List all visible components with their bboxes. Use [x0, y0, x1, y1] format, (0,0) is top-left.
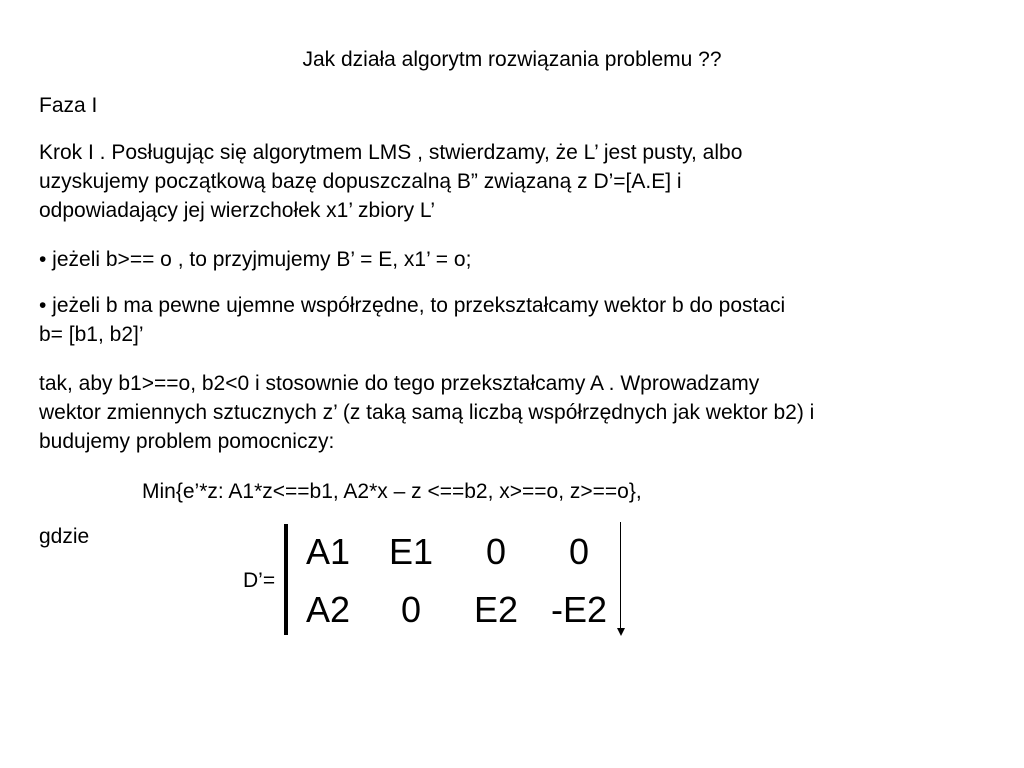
- bullet-item: • jeżeli b>== o , to przyjmujemy B’ = E, x1’ = o;: [39, 248, 472, 271]
- matrix-right-bracket: [620, 522, 621, 630]
- condition-line: wektor zmiennych sztucznych z’ (z taką samą liczbą współrzędnych jak wektor b2) i: [39, 401, 815, 424]
- phase-heading: Faza I: [39, 94, 98, 117]
- matrix-label: D’=: [243, 569, 276, 592]
- step-paragraph: [39, 138, 999, 225]
- matrix-cell: 0: [400, 589, 422, 630]
- matrix-cell: E2: [473, 589, 519, 630]
- step-line: uzyskujemy początkową bazę dopuszczalną B” związaną z D’=[A.E] i: [39, 170, 682, 193]
- matrix-left-bracket: [284, 524, 288, 635]
- condition-paragraph: [39, 369, 999, 456]
- condition-line: budujemy problem pomocniczy:: [39, 430, 335, 453]
- step-line: Krok I . Posługując się algorytmem LMS , stwierdzamy, że L’ jest pusty, albo: [39, 141, 743, 164]
- min-formula: Min{e’*z: A1*z<==b1, A2*x – z <==b2, x>==o, z>==o},: [142, 480, 642, 503]
- matrix-cell: -E2: [550, 589, 608, 630]
- matrix-cell: 0: [568, 531, 590, 572]
- matrix-right-bracket-tip: [617, 628, 625, 636]
- matrix-cell: A1: [305, 531, 351, 572]
- bullet-item: [39, 291, 999, 349]
- bullet-line: b= [b1, b2]’: [39, 323, 144, 346]
- matrix-cell: E1: [388, 531, 434, 572]
- matrix-cell: A2: [305, 589, 351, 630]
- matrix-cell: 0: [485, 531, 507, 572]
- bullet-line: • jeżeli b ma pewne ujemne współrzędne, to przekształcamy wektor b do postaci: [39, 294, 786, 317]
- where-label: gdzie: [39, 525, 90, 548]
- slide-title: Jak działa algorytm rozwiązania problemu ??: [302, 48, 722, 71]
- condition-line: tak, aby b1>==o, b2<0 i stosownie do tego przekształcamy A . Wprowadzamy: [39, 372, 760, 395]
- step-line: odpowiadający jej wierzchołek x1’ zbiory L’: [39, 199, 436, 222]
